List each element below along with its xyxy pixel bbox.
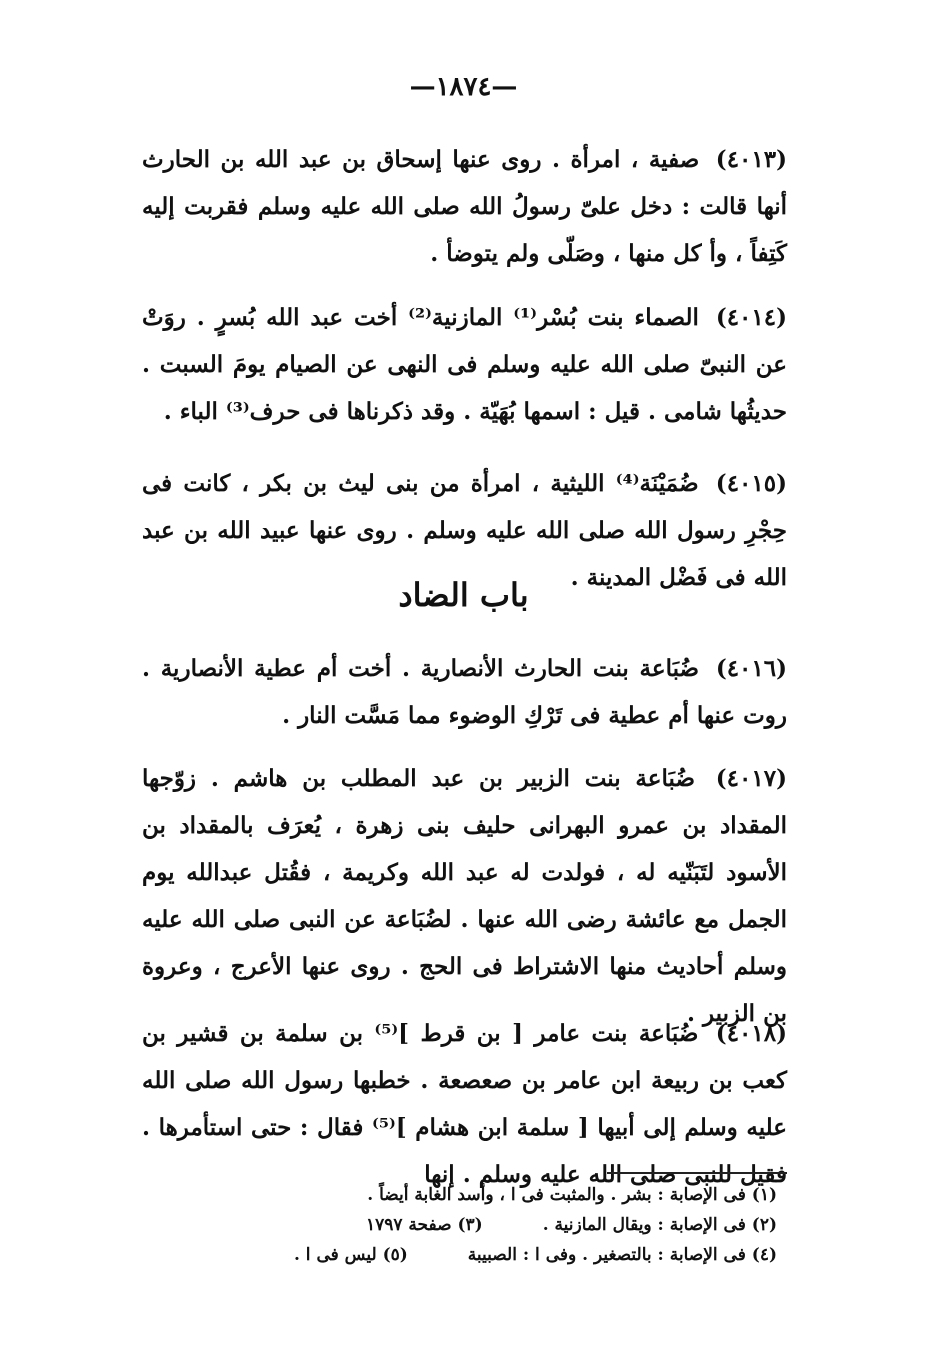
footnote-row [157, 1210, 777, 1240]
page-number: —١٨٧٤— [409, 72, 518, 102]
footnote-row [157, 1240, 777, 1270]
entry-4017 [142, 755, 787, 1037]
entry-4013 [142, 136, 787, 277]
entry-number: (٤٠١٨) [715, 1020, 787, 1047]
entry-text: ضُبَاعة بنت الزبير بن عبد المطلب بن هاشم . زوّجها المقداد بن عمرو البهرانى حليف بنى زهرة ، يُعرَف بالمقداد بن الأسود لتَبَنّيه له ، فولدت له عبد الله وكريمة ، فقُتل عبدالله يوم الجمل مع عائشة رضى الله عنها . لضُبَاعة عن النبى صلى الله عليه وسلم أحاديث منها الاشتراط فى الحج . روى عنها الأعرج ، وعروة بن الزبير . [142, 765, 787, 1027]
footnote-row [157, 1180, 777, 1210]
entry-text: صفية ، امرأة . روى عنها إسحاق بن عبد الله بن الحارث أنها قالت : دخل علىّ رسولُ الله صلى الله عليه وسلم فقربت إليه كَتِفاً ، وأ كل منها ، وصَلّى ولم يتوضأ . [142, 146, 787, 267]
footnote-2: (٢) فى الإصابة : ويقال المازنية . [542, 1215, 777, 1235]
entry-number: (٤٠١٦) [715, 655, 788, 682]
footnote-1: (١) فى الإصابة : بشر . والمثبت فى ا ، وأسد الغابة أيضاً . [367, 1185, 777, 1205]
footnote-5: (٥) ليس فى ا . [293, 1245, 408, 1265]
section-title: باب الضاد [398, 576, 529, 614]
entry-number: (٤٠١٣) [715, 146, 787, 173]
entry-text: ضُمَيْنَة⁽⁴⁾ الليثية ، امرأة من بنى ليث بن بكر ، كانت فى حِجْرِ رسول الله صلى الله عليه وسلم . روى عنها عبيد الله بن عبد الله فى فَضْل المدينة . [142, 470, 787, 591]
entry-4018 [142, 1010, 787, 1198]
entry-number: (٤٠١٤) [715, 304, 788, 331]
entry-text: ضُبَاعة بنت عامر [ بن قرط ]⁽⁵⁾ بن سلمة بن قشير بن كعب بن ربيعة ابن عامر بن صعصعة . خطبها رسول الله صلى الله عليه وسلم إلى أبيها [ سلمة ابن هشام ]⁽⁵⁾ فقال : حتى استأمرها . فقيل للنبى صلى الله عليه وسلم . إنها [142, 1020, 787, 1188]
entry-4014 [142, 294, 787, 435]
footnote-4: (٤) فى الإصابة : بالتصغير . وفى ا : الصبيبة [467, 1245, 777, 1265]
entry-text: ضُبَاعة بنت الحارث الأنصارية . أخت أم عطية الأنصارية . روت عنها أم عطية فى تَرْكِ الوضوء مما مَسَّت النار . [142, 655, 787, 729]
footnote-3: (٣) صفحة ١٧٩٧ [365, 1215, 483, 1235]
entry-number: (٤٠١٧) [715, 765, 787, 792]
entry-4016 [142, 645, 787, 739]
entry-number: (٤٠١٥) [715, 470, 787, 497]
entry-text: الصماء بنت بُسْر⁽¹⁾ المازنية⁽²⁾ أخت عبد الله بُسرٍ . روَتْ عن النبىّ صلى الله عليه وسلم فى النهى عن الصيام يومَ السبت . حديثُها شامى . قيل : اسمها بُهَيّة . وقد ذكرناها فى حرف⁽³⁾ الباء . [142, 304, 787, 425]
footnotes [157, 1180, 777, 1270]
footnote-divider [607, 1172, 787, 1174]
